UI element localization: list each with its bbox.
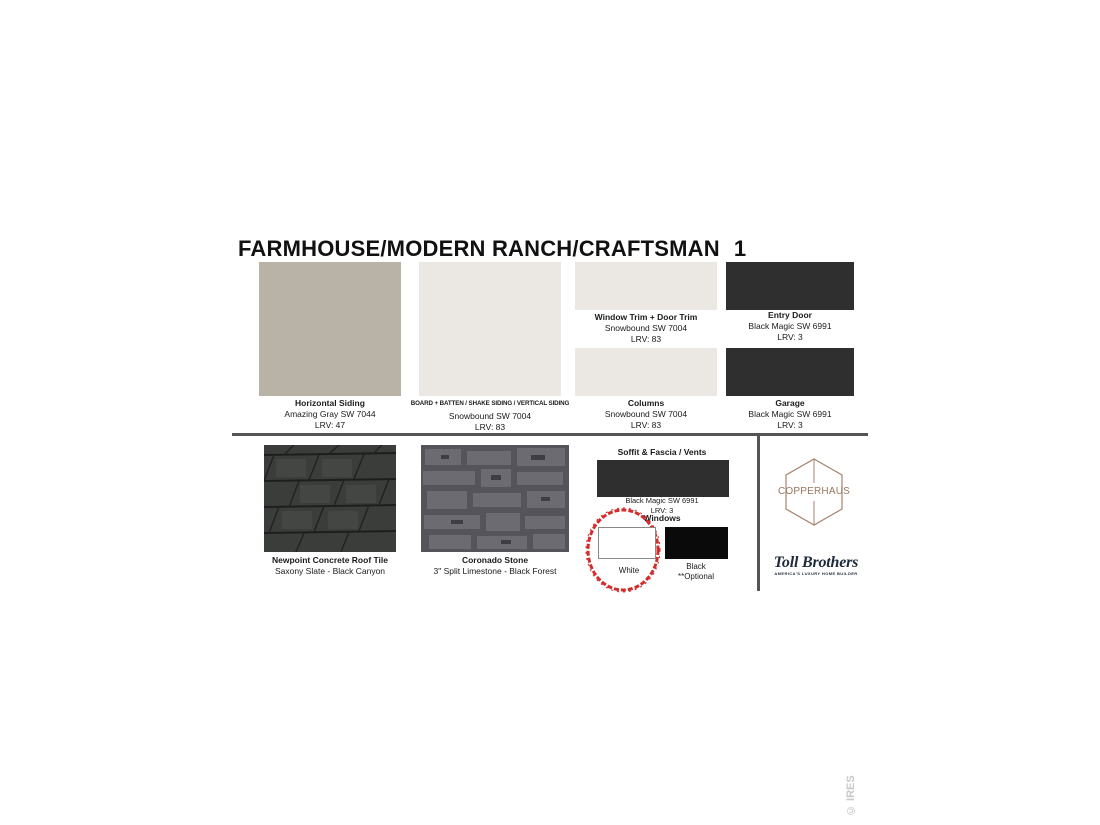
entry-door-swatch	[726, 262, 854, 310]
black-window-note: **Optional	[677, 572, 715, 581]
roof-tile-image	[264, 445, 396, 552]
board-batten-caption	[400, 398, 580, 433]
windows-label: Windows	[643, 513, 681, 523]
stone-name: Coronado Stone	[461, 555, 529, 565]
soffit-heading	[592, 447, 732, 458]
roof-tile-caption	[250, 555, 410, 577]
horizontal-siding-lrv: LRV: 47	[314, 420, 346, 430]
entry-door-lrv: LRV: 3	[777, 332, 803, 342]
columns-name: Columns	[627, 398, 665, 408]
roof-tile-detail: Saxony Slate - Black Canyon	[274, 566, 386, 576]
columns-lrv: LRV: 83	[630, 420, 662, 430]
soffit-lrv: LRV: 3	[650, 506, 674, 515]
white-window-label: White	[618, 566, 640, 575]
entry-door-name: Entry Door	[768, 310, 812, 320]
garage-color: Black Magic SW 6991	[748, 409, 832, 419]
board-batten-name: BOARD + BATTEN / SHAKE SIDING / VERTICAL SIDING	[410, 400, 570, 407]
horizontal-siding-name: Horizontal Siding	[295, 398, 365, 408]
entry-door-caption	[715, 310, 865, 343]
columns-color: Snowbound SW 7004	[604, 409, 688, 419]
horizontal-siding-color: Amazing Gray SW 7044	[284, 409, 376, 419]
title-text: FARMHOUSE/MODERN RANCH/CRAFTSMAN	[238, 236, 720, 261]
stone-caption	[415, 555, 575, 577]
toll-brothers-logo: Toll Brothers	[773, 554, 859, 571]
window-trim-name: Window Trim + Door Trim	[594, 312, 698, 322]
white-window-caption	[598, 565, 660, 576]
black-window-caption	[664, 562, 728, 582]
horizontal-divider	[232, 433, 868, 436]
white-window-swatch	[598, 527, 656, 559]
board-batten-color: Snowbound SW 7004	[448, 411, 532, 421]
window-trim-lrv: LRV: 83	[630, 334, 662, 344]
watermark: © IRES	[845, 775, 857, 816]
entry-door-color: Black Magic SW 6991	[748, 321, 832, 331]
black-window-swatch	[665, 527, 728, 559]
columns-caption	[566, 398, 726, 431]
vertical-divider	[757, 436, 760, 591]
title-number: 1	[733, 236, 747, 261]
window-trim-swatch	[575, 262, 717, 310]
window-trim-caption	[566, 312, 726, 345]
roof-tile-name: Newpoint Concrete Roof Tile	[271, 555, 389, 565]
columns-swatch	[575, 348, 717, 396]
copperhaus-wordmark: COPPERHAUS	[777, 486, 850, 497]
garage-name: Garage	[775, 398, 805, 408]
soffit-name: Soffit & Fascia / Vents	[617, 447, 707, 457]
window-trim-color: Snowbound SW 7004	[604, 323, 688, 333]
black-window-label: Black	[686, 562, 706, 571]
page-title	[238, 236, 746, 262]
garage-lrv: LRV: 3	[777, 420, 803, 430]
stone-detail: 3" Split Limestone - Black Forest	[433, 566, 557, 576]
horizontal-siding-swatch	[259, 262, 401, 396]
horizontal-siding-caption	[254, 398, 406, 431]
stone-image	[421, 445, 569, 552]
garage-caption	[715, 398, 865, 431]
garage-swatch	[726, 348, 854, 396]
soffit-swatch	[597, 460, 729, 497]
board-batten-lrv: LRV: 83	[474, 422, 506, 432]
toll-brothers-tagline: AMERICA'S LUXURY HOME BUILDER	[774, 571, 858, 576]
soffit-color: Black Magic SW 6991	[625, 496, 699, 505]
board-batten-swatch	[419, 262, 561, 396]
